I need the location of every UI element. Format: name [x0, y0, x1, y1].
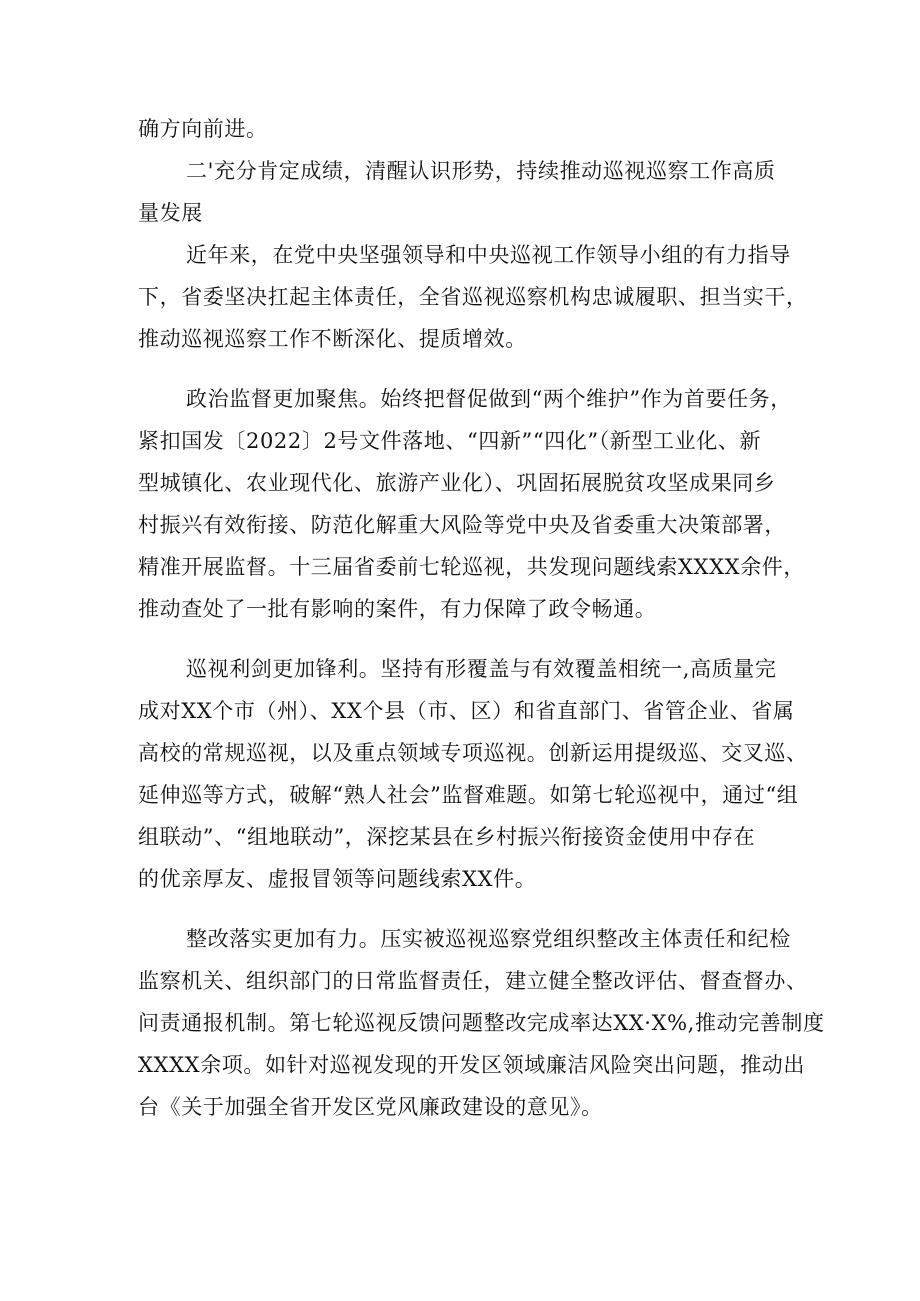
text-line: 的优亲厚友、虚报冒领等问题线索XX件。	[138, 867, 537, 891]
document-body	[138, 117, 825, 1138]
text-line: 组联动”、“组地联动”，深挖某县在乡村振兴衔接资金使用中存在	[138, 825, 756, 849]
text-line: XXXX余项。如针对巡视发现的开发区领域廉洁风险突出问题，推动出	[138, 1053, 805, 1077]
text-line: 确方向前进。	[138, 117, 268, 141]
text-line: 问责通报机制。第七轮巡视反馈问题整改完成率达XX·X%,推动完善制度	[138, 1011, 825, 1035]
section-heading-line: 量发展	[138, 201, 203, 225]
text-line: 巡视利剑更加锋利。坚持有形覆盖与有效覆盖相统一,高质量完	[186, 657, 777, 681]
text-line: 台《关于加强全省开发区党风廉政建设的意见》。	[138, 1095, 603, 1119]
text-line: 型城镇化、农业现代化、旅游产业化）、巩固拓展脱贫攻坚成果同乡	[138, 471, 776, 495]
text-line: 成对XX个市（州）、XX个县（市、区）和省直部门、省管企业、省属	[138, 699, 795, 723]
text-line: 近年来，在党中央坚强领导和中央巡视工作领导小组的有力指导	[186, 243, 791, 267]
text-line: 监察机关、组织部门的日常监督责任，建立健全整改评估、督查督办、	[138, 969, 808, 993]
text-line: 高校的常规巡视，以及重点领域专项巡视。创新运用提级巡、交叉巡、	[138, 741, 808, 765]
section-heading-line: 二'充分肯定成绩，清醒认识形势，持续推动巡视巡察工作高质	[186, 159, 776, 183]
text-line: 村振兴有效衔接、防范化解重大风险等党中央及省委重大决策部署，	[138, 513, 786, 537]
text-line: 政治监督更加聚焦。始终把督促做到“两个维护”作为首要任务，	[186, 387, 792, 411]
text-line: 紧扣国发〔2022〕2号文件落地、“四新”“四化”（新型工业化、新	[138, 429, 762, 453]
text-line: 推动查处了一批有影响的案件，有力保障了政令畅通。	[138, 597, 657, 621]
text-line: 推动巡视巡察工作不断深化、提质增效。	[138, 327, 527, 351]
text-line: 延伸巡等方式，破解“熟人社会”监督难题。如第七轮巡视中，通过“组	[138, 783, 799, 807]
text-line: 整改落实更加有力。压实被巡视巡察党组织整改主体责任和纪检	[186, 927, 791, 951]
text-line: 下，省委坚决扛起主体责任，全省巡视巡察机构忠诚履职、担当实干，	[138, 285, 808, 309]
text-line: 精准开展监督。十三届省委前七轮巡视，共发现问题线索XXXX余件，	[138, 555, 805, 579]
